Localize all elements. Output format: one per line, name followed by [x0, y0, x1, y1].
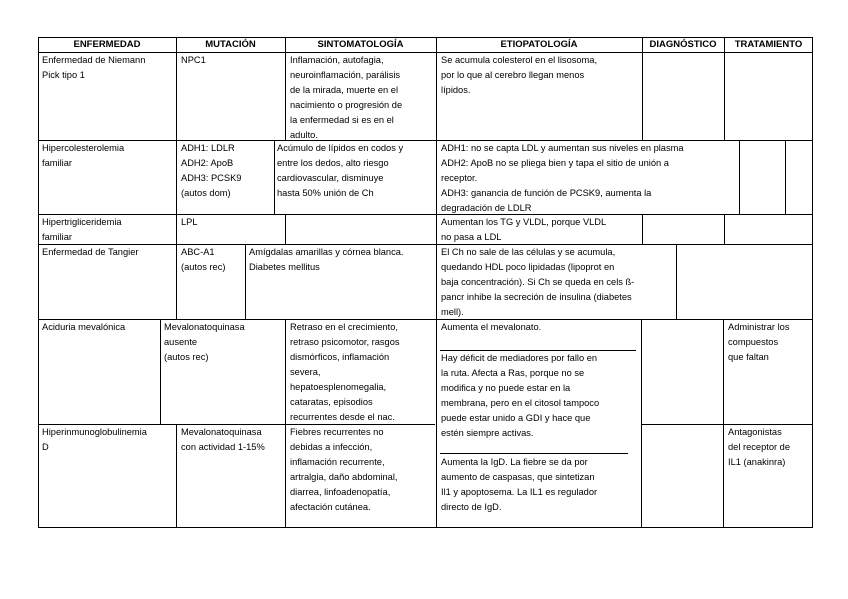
header-diagnostico: DIAGNÓSTICO: [649, 39, 717, 50]
col-divider: [176, 424, 177, 528]
col-divider: [176, 52, 177, 140]
cell-mutacion: Mevalonatoquinasa con actividad 1-15%: [181, 427, 265, 452]
col-divider: [285, 424, 286, 528]
col-divider: [739, 140, 740, 214]
cell-sintomatologia: Acúmulo de lípidos en codos y entre los dedos, alto riesgo cardiovascular, disminuye hasta 50% unión de Ch: [277, 143, 404, 198]
col-divider: [724, 52, 725, 140]
cell-mutacion: Mevalonatoquinasa ausente (autos rec): [164, 322, 245, 362]
cell-sintomatologia: Fiebres recurrentes no debidas a infección, inflamación recurrente, artralgia, daño abdominal, diarrea, linfoadenopatía, afectación cutánea.: [290, 427, 398, 512]
cell-etiopatologia: Se acumula colesterol en el lisosoma, por lo que al cerebro llegan menos lípidos.: [441, 55, 598, 95]
col-divider: [436, 319, 437, 528]
cell-enfermedad: Hiperinmunoglobulinemia D: [42, 427, 147, 452]
cell-enfermedad: Hipercolesterolemia familiar: [42, 143, 125, 168]
col-divider: [724, 214, 725, 244]
header-mutacion: MUTACIÓN: [205, 39, 256, 50]
cell-etiopatologia: Aumenta el mevalonato.: [441, 322, 542, 332]
cell-tratamiento: Administrar los compuestos que faltan: [728, 322, 790, 362]
cell-sintomatologia: Amígdalas amarillas y córnea blanca. Diabetes mellitus: [249, 247, 404, 272]
header-etiopatologia: ETIOPATOLOGÍA: [500, 39, 578, 50]
cell-etiopatologia: El Ch no sale de las células y se acumula, quedando HDL poco lipidadas (lipoprot en baja concentración). Si Ch se queda en cels ß- pancr inhibe la secreción de insulina (diabetes mell).: [441, 247, 635, 317]
header-sintomatologia: SINTOMATOLOGÍA: [317, 39, 404, 50]
col-divider: [176, 140, 177, 214]
col-divider: [285, 52, 286, 140]
cell-tratamiento: Antagonistas del receptor de IL1 (anakinra): [728, 427, 791, 467]
col-divider: [245, 244, 246, 319]
cell-etiopatologia: Aumentan los TG y VLDL, porque VLDL no pasa a LDL: [441, 217, 607, 242]
cell-enfermedad: Enfermedad de Tangier: [42, 247, 139, 257]
header-tratamiento: TRATAMIENTO: [734, 39, 803, 50]
col-divider: [723, 319, 724, 528]
cell-enfermedad: Hipertrigliceridemia familiar: [42, 217, 122, 242]
col-divider: [285, 319, 286, 424]
cell-mutacion: NPC1: [181, 55, 206, 65]
cell-enfermedad: Aciduria mevalónica: [42, 322, 126, 332]
col-divider: [641, 319, 642, 528]
col-divider: [436, 140, 437, 214]
cell-etiopatologia: Aumenta la IgD. La fiebre se da por aumento de caspasas, que sintetizan Il1 y apoptosema. La IL1 es regulador directo de IgD.: [441, 457, 598, 512]
inner-rule: [440, 453, 628, 454]
cell-etiopatologia: Hay déficit de mediadores por fallo en la ruta. Afecta a Ras, porque no se modifica y no puede estar en la membrana, pero en el citosol tampoco puede estar unido a GDI y hace que estén siempre activas.: [441, 353, 600, 438]
col-divider: [176, 244, 177, 319]
cell-enfermedad: Enfermedad de Niemann Pick tipo 1: [42, 55, 146, 80]
cell-sintomatologia: Inflamación, autofagia, neuroinflamación, parálisis de la mirada, muerte en el nacimiento o progresión de la enfermedad si es en el adulto.: [290, 55, 403, 140]
col-divider: [176, 214, 177, 244]
col-divider: [436, 214, 437, 244]
col-divider: [285, 214, 286, 244]
col-divider: [436, 52, 437, 140]
col-divider: [642, 214, 643, 244]
cell-mutacion: LPL: [181, 217, 198, 227]
col-divider: [274, 140, 275, 214]
col-divider: [785, 140, 786, 214]
cell-sintomatologia: Retraso en el crecimiento, retraso psicomotor, rasgos dismórficos, inflamación severa, hepatoesplenomegalia, cataratas, episodios recurrentes desde el nac.: [290, 322, 400, 422]
header-enfermedad: ENFERMEDAD: [73, 39, 141, 50]
col-divider: [642, 52, 643, 140]
col-divider: [160, 319, 161, 424]
col-divider: [436, 244, 437, 319]
cell-mutacion: ABC-A1 (autos rec): [181, 247, 226, 272]
cell-etiopatologia: ADH1: no se capta LDL y aumentan sus niveles en plasma ADH2: ApoB no se pliega bien y tapa el sitio de unión a receptor. ADH3: ganancia de función de PCSK9, aumenta la degradación de LDLR: [441, 143, 684, 213]
cell-mutacion: ADH1: LDLR ADH2: ApoB ADH3: PCSK9 (autos dom): [181, 143, 242, 198]
